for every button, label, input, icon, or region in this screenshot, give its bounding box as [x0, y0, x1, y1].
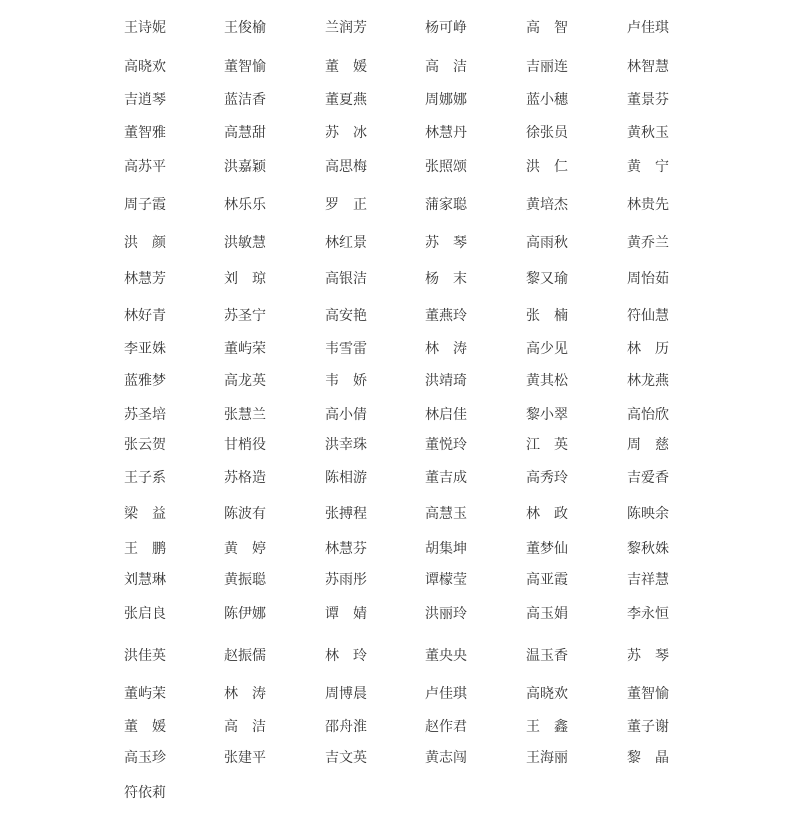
- name-row: [0, 683, 793, 705]
- name-cell: 王 鑫: [526, 719, 568, 735]
- name-cell: 甘梢役: [224, 437, 266, 453]
- name-row: [0, 503, 793, 525]
- name-row: [0, 338, 793, 360]
- name-cell: 张云贺: [124, 437, 166, 453]
- name-cell: 林 涛: [425, 341, 467, 357]
- name-cell: 温玉香: [526, 648, 568, 664]
- name-cell: 林慧芬: [325, 541, 367, 557]
- name-row: [0, 434, 793, 456]
- name-row: [0, 268, 793, 290]
- name-cell: 吉爱香: [627, 470, 669, 486]
- name-cell: 黎小翠: [526, 407, 568, 423]
- name-cell: 梁 益: [124, 506, 166, 522]
- name-cell: 苏 琴: [627, 648, 669, 664]
- name-cell: 周博晨: [325, 686, 367, 702]
- name-row: [0, 716, 793, 738]
- name-cell: 林红景: [325, 235, 367, 251]
- name-cell: 赵振儒: [224, 648, 266, 664]
- name-cell: 刘 琼: [224, 271, 266, 287]
- name-cell: 洪佳英: [124, 648, 166, 664]
- name-cell: 董智愉: [627, 686, 669, 702]
- name-cell: 张慧兰: [224, 407, 266, 423]
- name-cell: 张照颂: [425, 159, 467, 175]
- name-cell: 符依莉: [124, 785, 166, 801]
- name-row: [0, 467, 793, 489]
- name-cell: 赵作君: [425, 719, 467, 735]
- name-cell: 高思梅: [325, 159, 367, 175]
- name-cell: 王俊榆: [224, 20, 266, 36]
- name-cell: 高怡欣: [627, 407, 669, 423]
- name-cell: 高银洁: [325, 271, 367, 287]
- name-cell: 张建平: [224, 750, 266, 766]
- name-cell: 董屿茉: [124, 686, 166, 702]
- name-row: [0, 194, 793, 216]
- name-cell: 洪敏慧: [224, 235, 266, 251]
- name-cell: 卢佳琪: [627, 20, 669, 36]
- name-cell: 董智雅: [124, 125, 166, 141]
- name-cell: 周娜娜: [425, 92, 467, 108]
- name-cell: 董吉成: [425, 470, 467, 486]
- name-cell: 蓝小穗: [526, 92, 568, 108]
- name-cell: 高小倩: [325, 407, 367, 423]
- name-cell: 董智愉: [224, 59, 266, 75]
- name-cell: 高玉珍: [124, 750, 166, 766]
- name-cell: 蒲家聪: [425, 197, 467, 213]
- name-row: [0, 89, 793, 111]
- name-cell: 苏雨彤: [325, 572, 367, 588]
- name-cell: 邵舟淮: [325, 719, 367, 735]
- name-cell: 张搏程: [325, 506, 367, 522]
- name-cell: 罗 正: [325, 197, 367, 213]
- name-cell: 吉祥慧: [627, 572, 669, 588]
- name-cell: 苏 冰: [325, 125, 367, 141]
- name-cell: 黄其松: [526, 373, 568, 389]
- name-cell: 蓝雅梦: [124, 373, 166, 389]
- name-cell: 董屿荣: [224, 341, 266, 357]
- name-cell: 胡集坤: [425, 541, 467, 557]
- name-cell: 符仙慧: [627, 308, 669, 324]
- name-cell: 林乐乐: [224, 197, 266, 213]
- name-cell: 高慧玉: [425, 506, 467, 522]
- name-cell: 江 英: [526, 437, 568, 453]
- name-cell: 周怡茹: [627, 271, 669, 287]
- name-cell: 李亚姝: [124, 341, 166, 357]
- name-cell: 韦 娇: [325, 373, 367, 389]
- name-cell: 高秀玲: [526, 470, 568, 486]
- name-cell: 徐张员: [526, 125, 568, 141]
- name-cell: 洪丽玲: [425, 606, 467, 622]
- name-cell: 董子谢: [627, 719, 669, 735]
- name-cell: 林智慧: [627, 59, 669, 75]
- name-cell: 董央央: [425, 648, 467, 664]
- name-cell: 黄乔兰: [627, 235, 669, 251]
- name-cell: 高安艳: [325, 308, 367, 324]
- name-cell: 陈伊娜: [224, 606, 266, 622]
- name-cell: 林启佳: [425, 407, 467, 423]
- name-row: [0, 122, 793, 144]
- name-row: [0, 747, 793, 769]
- name-cell: 董梦仙: [526, 541, 568, 557]
- name-row: [0, 305, 793, 327]
- name-cell: 林贵先: [627, 197, 669, 213]
- name-cell: 高少见: [526, 341, 568, 357]
- name-cell: 刘慧琳: [124, 572, 166, 588]
- name-cell: 王子系: [124, 470, 166, 486]
- name-cell: 吉丽连: [526, 59, 568, 75]
- name-cell: 高亚霞: [526, 572, 568, 588]
- name-cell: 周 慈: [627, 437, 669, 453]
- name-cell: 韦雪雷: [325, 341, 367, 357]
- name-cell: 陈映余: [627, 506, 669, 522]
- name-cell: 黄培杰: [526, 197, 568, 213]
- name-cell: 董燕玲: [425, 308, 467, 324]
- name-cell: 黎又瑜: [526, 271, 568, 287]
- name-cell: 李永恒: [627, 606, 669, 622]
- name-cell: 洪 仁: [526, 159, 568, 175]
- name-cell: 王 鹏: [124, 541, 166, 557]
- name-cell: 王诗妮: [124, 20, 166, 36]
- name-row: [0, 232, 793, 254]
- name-cell: 黄 婷: [224, 541, 266, 557]
- name-cell: 洪嘉颖: [224, 159, 266, 175]
- name-cell: 林慧芳: [124, 271, 166, 287]
- name-row: [0, 17, 793, 39]
- name-cell: 蓝洁香: [224, 92, 266, 108]
- name-cell: 苏 琴: [425, 235, 467, 251]
- name-cell: 兰润芳: [325, 20, 367, 36]
- name-cell: 高 洁: [224, 719, 266, 735]
- name-cell: 林好青: [124, 308, 166, 324]
- name-cell: 高龙英: [224, 373, 266, 389]
- name-cell: 卢佳琪: [425, 686, 467, 702]
- name-cell: 张 楠: [526, 308, 568, 324]
- name-cell: 陈相游: [325, 470, 367, 486]
- name-cell: 林 玲: [325, 648, 367, 664]
- name-cell: 董夏燕: [325, 92, 367, 108]
- name-row: [0, 782, 793, 804]
- name-cell: 高慧甜: [224, 125, 266, 141]
- name-row: [0, 404, 793, 426]
- name-cell: 高苏平: [124, 159, 166, 175]
- name-cell: 高雨秋: [526, 235, 568, 251]
- name-cell: 洪靖琦: [425, 373, 467, 389]
- name-cell: 高晓欢: [124, 59, 166, 75]
- name-row: [0, 538, 793, 560]
- name-cell: 谭檬莹: [425, 572, 467, 588]
- name-row: [0, 603, 793, 625]
- name-cell: 黄秋玉: [627, 125, 669, 141]
- name-row: [0, 645, 793, 667]
- name-cell: 吉逍琴: [124, 92, 166, 108]
- name-cell: 杨可峥: [425, 20, 467, 36]
- name-cell: 高玉娟: [526, 606, 568, 622]
- name-cell: 陈波有: [224, 506, 266, 522]
- name-row: [0, 569, 793, 591]
- name-row: [0, 156, 793, 178]
- name-cell: 谭 婧: [325, 606, 367, 622]
- name-cell: 王海丽: [526, 750, 568, 766]
- name-cell: 苏圣培: [124, 407, 166, 423]
- name-cell: 高晓欢: [526, 686, 568, 702]
- name-cell: 洪幸珠: [325, 437, 367, 453]
- name-cell: 杨 末: [425, 271, 467, 287]
- name-cell: 董景芬: [627, 92, 669, 108]
- name-cell: 黎秋姝: [627, 541, 669, 557]
- name-cell: 林 涛: [224, 686, 266, 702]
- name-cell: 林 历: [627, 341, 669, 357]
- name-cell: 董悦玲: [425, 437, 467, 453]
- name-cell: 吉文英: [325, 750, 367, 766]
- name-row: [0, 56, 793, 78]
- name-row: [0, 370, 793, 392]
- name-cell: 董 媛: [325, 59, 367, 75]
- name-cell: 林 政: [526, 506, 568, 522]
- name-cell: 黄振聪: [224, 572, 266, 588]
- name-cell: 高 智: [526, 20, 568, 36]
- name-cell: 张启良: [124, 606, 166, 622]
- name-cell: 高 洁: [425, 59, 467, 75]
- name-cell: 黄 宁: [627, 159, 669, 175]
- name-cell: 黎 晶: [627, 750, 669, 766]
- name-cell: 林龙燕: [627, 373, 669, 389]
- name-cell: 黄志闯: [425, 750, 467, 766]
- name-cell: 林慧丹: [425, 125, 467, 141]
- name-cell: 苏圣宁: [224, 308, 266, 324]
- name-cell: 董 媛: [124, 719, 166, 735]
- name-cell: 苏格造: [224, 470, 266, 486]
- name-cell: 洪 颜: [124, 235, 166, 251]
- name-cell: 周子霞: [124, 197, 166, 213]
